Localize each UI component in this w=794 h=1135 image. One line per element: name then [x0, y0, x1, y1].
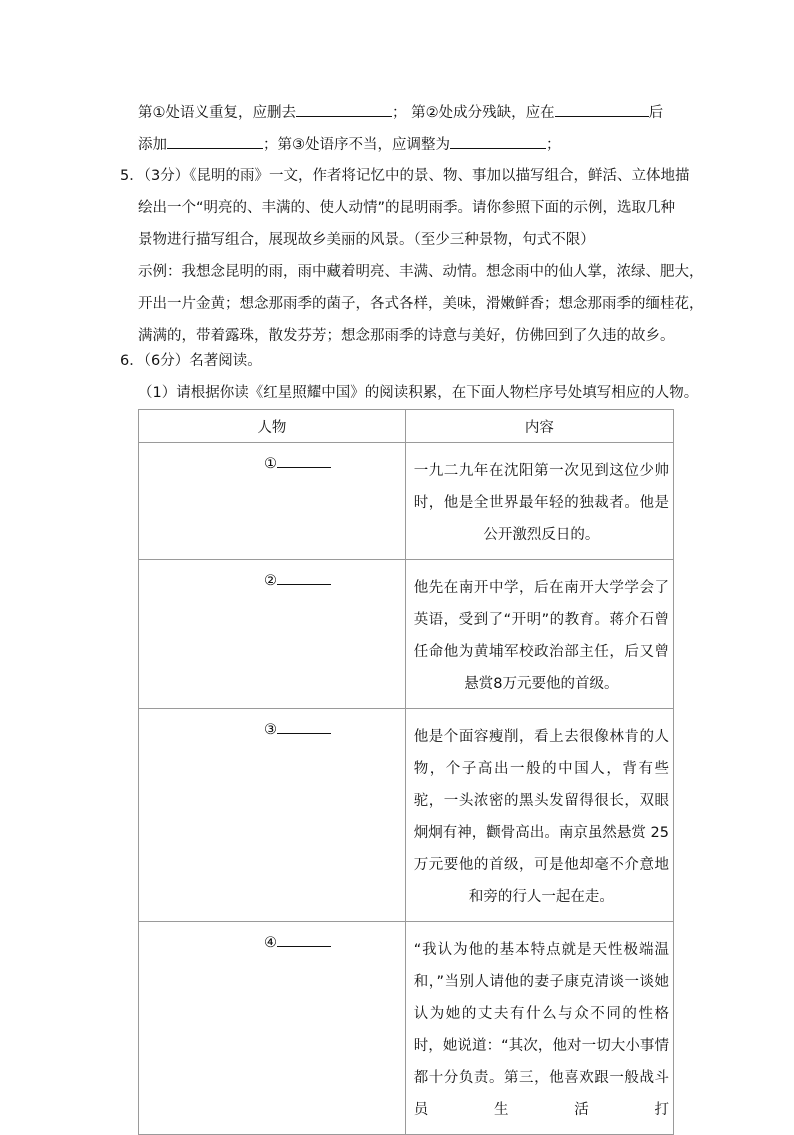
fill-in-blank[interactable]: [277, 570, 331, 585]
header-character: 人物: [139, 410, 406, 443]
content-cell: “我认为他的基本特点就是天性极端温和，”当别人请他的妻子康克清谈一谈她认为她的丈夫有什么与众不同的性格时，她说道：“其次，他对一切大小事情都十分负责。第三，他喜欢跟一般战斗员生活打: [413, 942, 669, 1118]
q4-text: 第①处语义重复，应删去: [138, 105, 296, 121]
character-table: [138, 409, 674, 1135]
character-blank-cell[interactable]: [139, 922, 405, 952]
character-blank-cell[interactable]: [139, 560, 405, 590]
q5-line: 景物进行描写组合，展现故乡美丽的风景。（至少三种景物，句式不限）: [138, 232, 595, 248]
character-blank-cell[interactable]: [139, 443, 405, 473]
q4-text: ；第③处语序不当，应调整为: [263, 137, 450, 153]
answer-blank-3[interactable]: [167, 133, 263, 149]
q6-sub1: （1）请根据你读《红星照耀中国》的阅读积累，在下面人物栏序号处填写相应的人物。: [138, 385, 699, 401]
q5-line: 5．（3分）《昆明的雨》一文，作者将记忆中的景、物、事加以描写组合，鲜活、立体地描: [120, 168, 690, 184]
fill-in-blank[interactable]: [277, 719, 331, 734]
answer-blank-4[interactable]: [450, 133, 546, 149]
header-content: 内容: [405, 410, 673, 443]
fill-in-blank[interactable]: [277, 932, 331, 947]
row-number: ③: [264, 722, 277, 738]
q5-line: 绘出一个“明亮的、丰满的、使人动情”的昆明雨季。请你参照下面的示例，选取几种: [138, 200, 676, 216]
answer-blank-1[interactable]: [296, 101, 392, 117]
table-row: [139, 560, 674, 709]
q4-text: 添加: [138, 137, 167, 153]
table-row: [139, 709, 674, 922]
q4-answer-line-2: [138, 133, 561, 155]
fill-in-blank[interactable]: [277, 453, 331, 468]
table-row: [139, 922, 674, 1135]
q5-example-line: 满满的，带着露珠，散发芬芳；想念那雨季的诗意与美好，仿佛回到了久违的故乡。: [138, 328, 675, 344]
table-row: [139, 443, 674, 560]
q4-text: ； 第②处成分残缺，应在: [392, 105, 555, 121]
table-header-row: [139, 410, 674, 443]
q4-text: ；: [546, 137, 561, 153]
content-cell: 一九二九年在沈阳第一次见到这位少帅时，他是全世界最年轻的独裁者。他是公开激烈反日的。: [413, 463, 669, 543]
q6-title: 6．（6分）名著阅读。: [120, 353, 262, 369]
content-cell: 他先在南开中学，后在南开大学学会了英语，受到了“开明”的教育。蒋介石曾任命他为黄埔军校政治部主任，后又曾悬赏8万元要他的首级。: [413, 580, 669, 692]
row-number: ②: [264, 573, 277, 589]
content-cell: 他是个面容瘦削，看上去很像林肯的人物，个子高出一般的中国人，背有些驼，一头浓密的黑头发留得很长，双眼炯炯有神，颧骨高出。南京虽然悬赏 25万元要他的首级，可是他却毫不介意地和旁的行人一起在走。: [413, 729, 669, 905]
answer-blank-2[interactable]: [555, 101, 649, 117]
q5-example-line: 开出一片金黄；想念那雨季的菌子，各式各样，美味，滑嫩鲜香；想念那雨季的缅桂花，: [138, 296, 704, 312]
q4-answer-line-1: [138, 101, 663, 123]
q5-example-line: 示例：我想念昆明的雨，雨中藏着明亮、丰满、动情。想念雨中的仙人掌，浓绿、肥大，: [138, 264, 704, 280]
q4-text: 后: [648, 105, 664, 121]
character-blank-cell[interactable]: [139, 709, 405, 739]
row-number: ①: [264, 456, 277, 472]
row-number: ④: [264, 935, 277, 951]
